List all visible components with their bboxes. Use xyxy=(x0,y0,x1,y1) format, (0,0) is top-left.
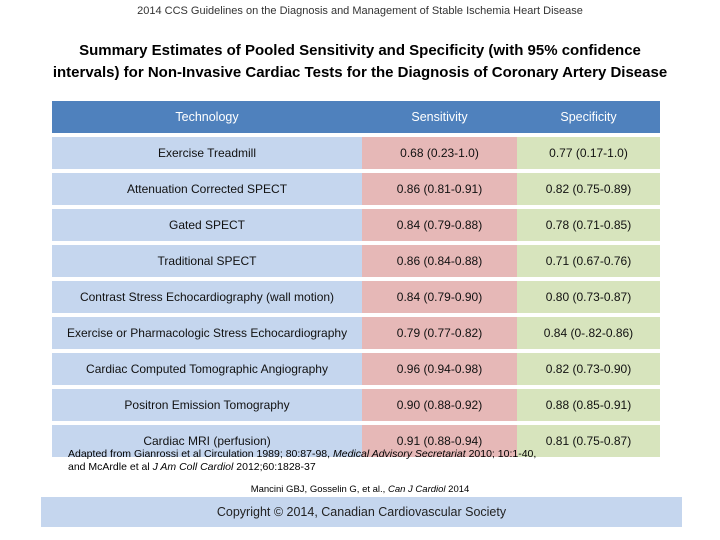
table-row xyxy=(52,353,660,385)
summary-table xyxy=(52,97,660,461)
specificity-cell: 0.82 (0.75-0.89) xyxy=(517,173,660,205)
title-line-1: Summary Estimates of Pooled Sensitivity and Specificity (with 95% confidence xyxy=(79,42,641,59)
sensitivity-cell: 0.96 (0.94-0.98) xyxy=(362,353,517,385)
ref1-journal: Medical Advisory Secretariat xyxy=(332,448,466,460)
technology-cell: Gated SPECT xyxy=(52,209,362,241)
slide-title xyxy=(0,40,720,84)
table-row xyxy=(52,317,660,349)
citation-journal: Can J Cardiol xyxy=(387,484,446,495)
slide-header: 2014 CCS Guidelines on the Diagnosis and Management of Stable Ischemia Heart Disease xyxy=(137,5,583,17)
specificity-cell: 0.80 (0.73-0.87) xyxy=(517,281,660,313)
sensitivity-cell: 0.86 (0.84-0.88) xyxy=(362,245,517,277)
sensitivity-cell: 0.90 (0.88-0.92) xyxy=(362,389,517,421)
technology-cell: Attenuation Corrected SPECT xyxy=(52,173,362,205)
specificity-cell: 0.71 (0.67-0.76) xyxy=(517,245,660,277)
reference-line-1 xyxy=(68,448,668,461)
table-row xyxy=(52,245,660,277)
citation-prefix: Mancini GBJ, Gosselin G, et al., xyxy=(250,484,388,495)
header-technology: Technology xyxy=(52,101,362,133)
technology-cell: Positron Emission Tomography xyxy=(52,389,362,421)
header-sensitivity: Sensitivity xyxy=(362,101,517,133)
ref1-prefix: Adapted from Gianrossi et al Circulation 1989; 80:87-98, xyxy=(68,448,333,460)
table-row xyxy=(52,173,660,205)
table-row xyxy=(52,389,660,421)
specificity-cell: 0.82 (0.73-0.90) xyxy=(517,353,660,385)
specificity-cell: 0.84 (0-.82-0.86) xyxy=(517,317,660,349)
references xyxy=(68,448,668,474)
ref2-suffix: 2012;60:1828-37 xyxy=(233,461,316,473)
table-row xyxy=(52,281,660,313)
technology-cell: Exercise or Pharmacologic Stress Echocardiography xyxy=(52,317,362,349)
table-row xyxy=(52,137,660,169)
sensitivity-cell: 0.84 (0.79-0.90) xyxy=(362,281,517,313)
header-specificity: Specificity xyxy=(517,101,660,133)
specificity-cell: 0.88 (0.85-0.91) xyxy=(517,389,660,421)
sensitivity-cell: 0.84 (0.79-0.88) xyxy=(362,209,517,241)
ref2-journal: J Am Coll Cardiol xyxy=(152,461,234,473)
title-line-2: intervals) for Non-Invasive Cardiac Tests for the Diagnosis of Coronary Artery Disease xyxy=(52,64,668,81)
reference-line-2 xyxy=(68,461,668,474)
citation-suffix: 2014 xyxy=(445,484,470,495)
sensitivity-cell: 0.91 (0.88-0.94) xyxy=(362,425,517,457)
sensitivity-cell: 0.86 (0.81-0.91) xyxy=(362,173,517,205)
specificity-cell: 0.77 (0.17-1.0) xyxy=(517,137,660,169)
ref2-prefix: and McArdle et al xyxy=(68,461,153,473)
sensitivity-cell: 0.68 (0.23-1.0) xyxy=(362,137,517,169)
sensitivity-cell: 0.79 (0.77-0.82) xyxy=(362,317,517,349)
technology-cell: Cardiac Computed Tomographic Angiography xyxy=(52,353,362,385)
table-row xyxy=(52,209,660,241)
specificity-cell: 0.78 (0.71-0.85) xyxy=(517,209,660,241)
source-citation xyxy=(0,484,720,495)
technology-cell: Exercise Treadmill xyxy=(52,137,362,169)
specificity-cell: 0.81 (0.75-0.87) xyxy=(517,425,660,457)
technology-cell: Cardiac MRI (perfusion) xyxy=(52,425,362,457)
technology-cell: Traditional SPECT xyxy=(52,245,362,277)
technology-cell: Contrast Stress Echocardiography (wall motion) xyxy=(52,281,362,313)
table-header-row xyxy=(52,101,660,133)
ref1-suffix: 2010; 10:1-40, xyxy=(465,448,537,460)
copyright-footer: Copyright © 2014, Canadian Cardiovascular Society xyxy=(41,497,682,527)
